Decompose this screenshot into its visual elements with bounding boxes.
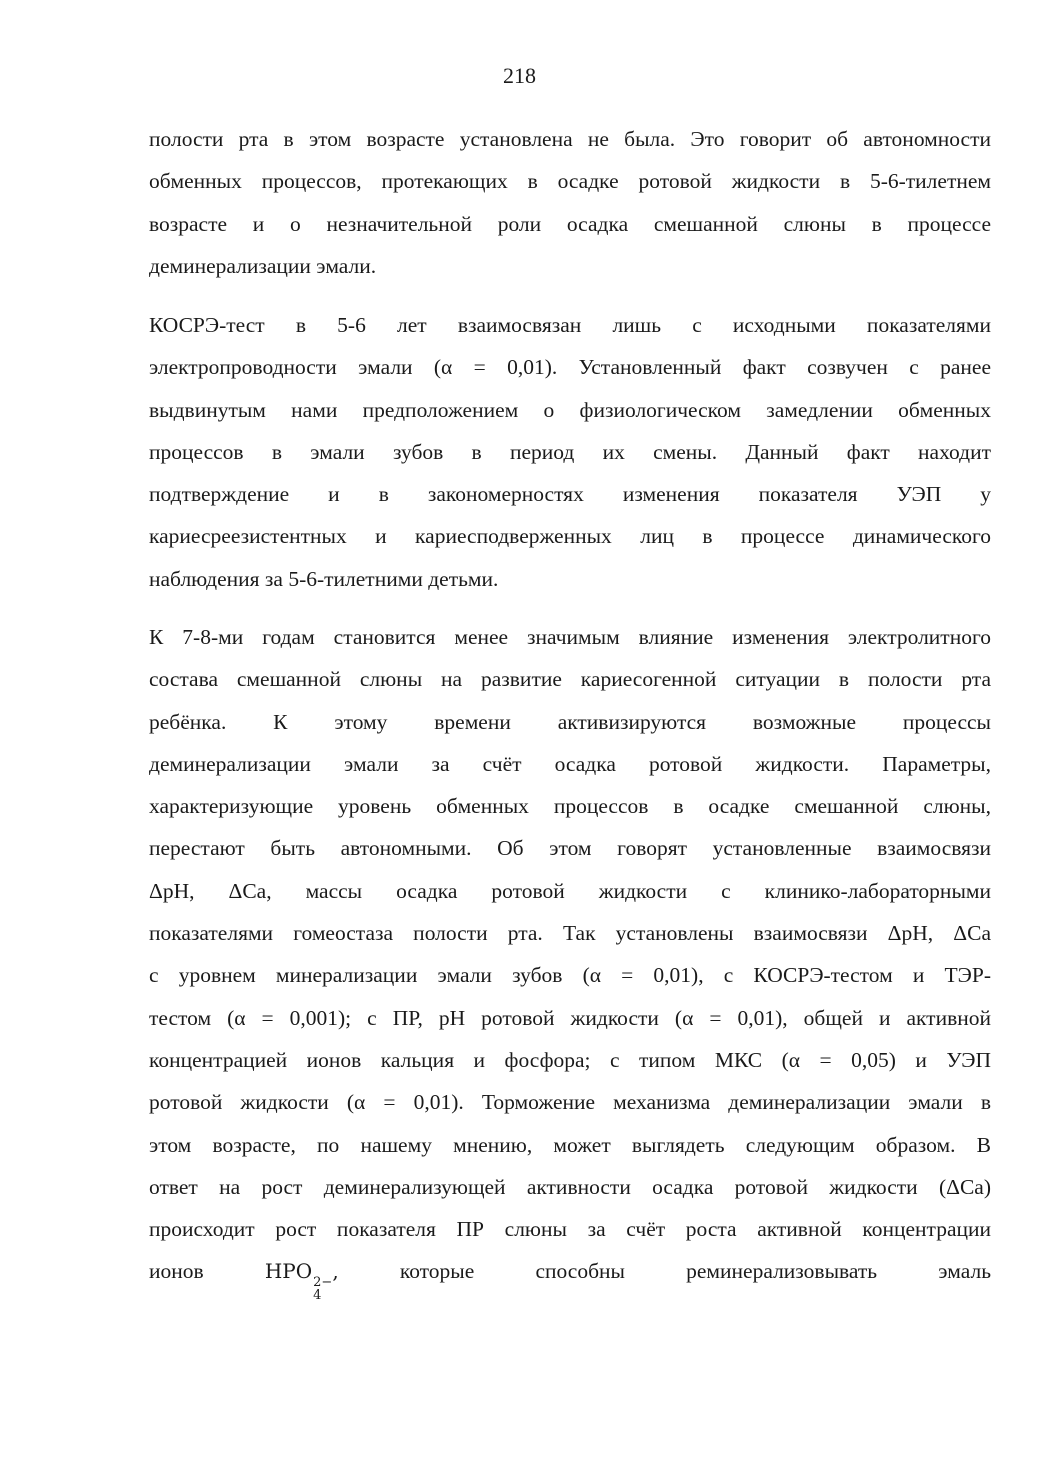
paragraph-1 xyxy=(149,118,991,287)
text-line: состава смешанной слюны на развитие кариесогенной ситуации в полости рта xyxy=(149,667,991,692)
text-line: процессов в эмали зубов в период их смены. Данный факт находит xyxy=(149,439,991,464)
text-line: К 7-8-ми годам становится менее значимым влияние изменения электролитного xyxy=(149,625,991,649)
text-line: деминерализации эмали. xyxy=(149,253,377,278)
word: способны xyxy=(535,1259,625,1284)
word: реминерализовывать xyxy=(686,1259,878,1284)
text-line: наблюдения за 5-6-тилетними детьми. xyxy=(149,566,499,591)
formula-indices xyxy=(313,1276,332,1302)
paragraph-3 xyxy=(149,616,992,1304)
text-line: тестом (α = 0,001); с ПР, рН ротовой жидкости (α = 0,01), общей и активной xyxy=(149,1005,991,1030)
page-number: 218 xyxy=(503,63,536,88)
text-line: электропроводности эмали (α = 0,01). Установленный факт созвучен с ранее xyxy=(149,355,991,380)
text-line: полости рта в этом возрасте установлена не была. Это говорит об автономности xyxy=(149,127,991,151)
word: эмаль xyxy=(938,1259,992,1284)
text-line: обменных процессов, протекающих в осадке ротовой жидкости в 5-6-тилетнем xyxy=(149,169,991,194)
text-line: подтверждение и в закономерностях изменения показателя УЭП у xyxy=(149,482,991,507)
text-line: КОСРЭ-тест в 5-6 лет взаимосвязан лишь с исходными показателями xyxy=(149,313,991,337)
text-line: показателями гомеостаза полости рта. Так установлены взаимосвязи ΔрН, ΔСа xyxy=(149,921,991,946)
text-line: выдвинутым нами предположением о физиологическом замедлении обменных xyxy=(149,397,991,422)
paragraph-2 xyxy=(149,304,991,600)
text-line: ΔрН, ΔСа, массы осадка ротовой жидкости с клинико-лабораторными xyxy=(149,878,991,903)
text-line: ответ на рост деминерализующей активности осадка ротовой жидкости (ΔСа) xyxy=(149,1174,991,1199)
text-line: с уровнем минерализации эмали зубов (α = 0,01), с КОСРЭ-тестом и ТЭР- xyxy=(149,963,991,988)
text-line: характеризующие уровень обменных процессов в осадке смешанной слюны, xyxy=(149,794,991,819)
text-line: концентрацией ионов кальция и фосфора; с типом МКС (α = 0,05) и УЭП xyxy=(149,1047,991,1072)
text-line: происходит рост показателя ПР слюны за счёт роста активной концентрации xyxy=(149,1217,991,1242)
hydrogen-phosphate-formula xyxy=(264,1259,339,1304)
formula-comma: , xyxy=(332,1259,339,1284)
text-line: ребёнка. К этому времени активизируются возможные процессы xyxy=(149,709,991,734)
text-line: ротовой жидкости (α = 0,01). Торможение механизма деминерализации эмали в xyxy=(149,1090,991,1115)
word: которые xyxy=(399,1259,475,1284)
text-line: возрасте и о незначительной роли осадка смешанной слюны в процессе xyxy=(149,211,991,236)
final-text-line xyxy=(149,1250,992,1304)
formula-charge: 2− xyxy=(313,1275,333,1291)
formula-base: HPO xyxy=(264,1259,313,1284)
text-line: этом возрасте, по нашему мнению, может выглядеть следующим образом. В xyxy=(149,1132,991,1157)
text-line: кариесреезистентных и кариесподверженных лиц в процессе динамического xyxy=(149,524,991,549)
text-line: деминерализации эмали за счёт осадка ротовой жидкости. Параметры, xyxy=(149,751,991,776)
formula-subscript: 4 xyxy=(313,1288,322,1304)
word: ионов xyxy=(149,1259,204,1284)
text-line: перестают быть автономными. Об этом говорят установленные взаимосвязи xyxy=(149,836,991,861)
